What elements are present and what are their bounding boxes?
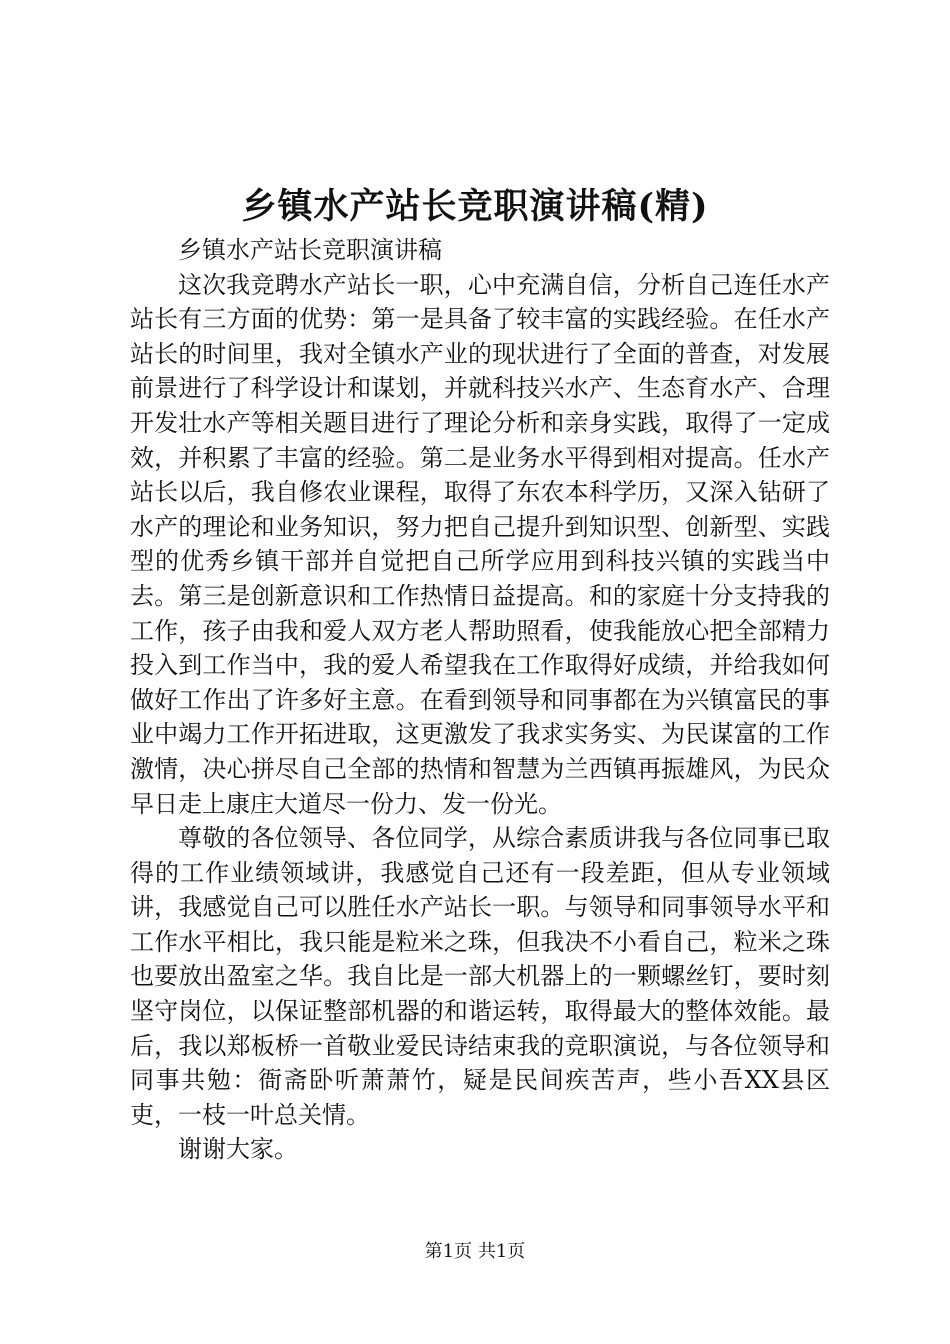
body-paragraph-2: 尊敬的各位领导、各位同学，从综合素质讲我与各位同事已取得的工作业绩领域讲，我感觉自己还有一段差距，但从专业领域讲，我感觉自己可以胜任水产站长一职。与领导和同事领导水平和工作水平相比，我只能是粒米之珠，但我决不小看自己，粒米之珠也要放出盈室之华。我自比是一部大机器上的一颗螺丝钉，要时刻坚守岗位，以保证整部机器的和谐运转，取得最大的整体效能。最后，我以郑板桥一首敬业爱民诗结束我的竞职演说，与各位领导和同事共勉：衙斋卧听萧萧竹，疑是民间疾苦声，些小吾XX县区吏，一枝一叶总关情。: [130, 824, 830, 1129]
body-paragraph-1: 这次我竞聘水产站长一职，心中充满自信，分析自己连任水产站长有三方面的优势：第一是具备了较丰富的实践经验。在任水产站长的时间里，我对全镇水产业的现状进行了全面的普查，对发展前景进行了科学设计和谋划，并就科技兴水产、生态育水产、合理开发壮水产等相关题目进行了理论分析和亲身实践，取得了一定成效，并积累了丰富的经验。第二是业务水平得到相对提高。任水产站长以后，我自修农业课程，取得了东农本科学历，又深入钻研了水产的理论和业务知识，努力把自己提升到知识型、创新型、实践型的优秀乡镇干部并自觉把自己所学应用到科技兴镇的实践当中去。第三是创新意识和工作热情日益提高。和的家庭十分支持我的工作，孩子由我和爱人双方老人帮助照看，使我能放心把全部精力投入到工作当中，我的爱人希望我在工作取得好成绩，并给我如何做好工作出了许多好主意。在看到领导和同事都在为兴镇富民的事业中竭力工作开拓进取，这更激发了我求实务实、为民谋富的工作激情，决心拼尽自己全部的热情和智慧为兰西镇再振雄风，为民众早日走上康庄大道尽一份力、发一份光。: [130, 270, 830, 818]
page-footer: 第1页 共1页: [424, 1241, 526, 1262]
closing-paragraph: 谢谢大家。: [178, 1135, 298, 1164]
document-body: [130, 233, 830, 1167]
subtitle-paragraph: 乡镇水产站长竞职演讲稿: [178, 236, 442, 264]
document-title: 乡镇水产站长竞职演讲稿(精): [241, 186, 709, 227]
